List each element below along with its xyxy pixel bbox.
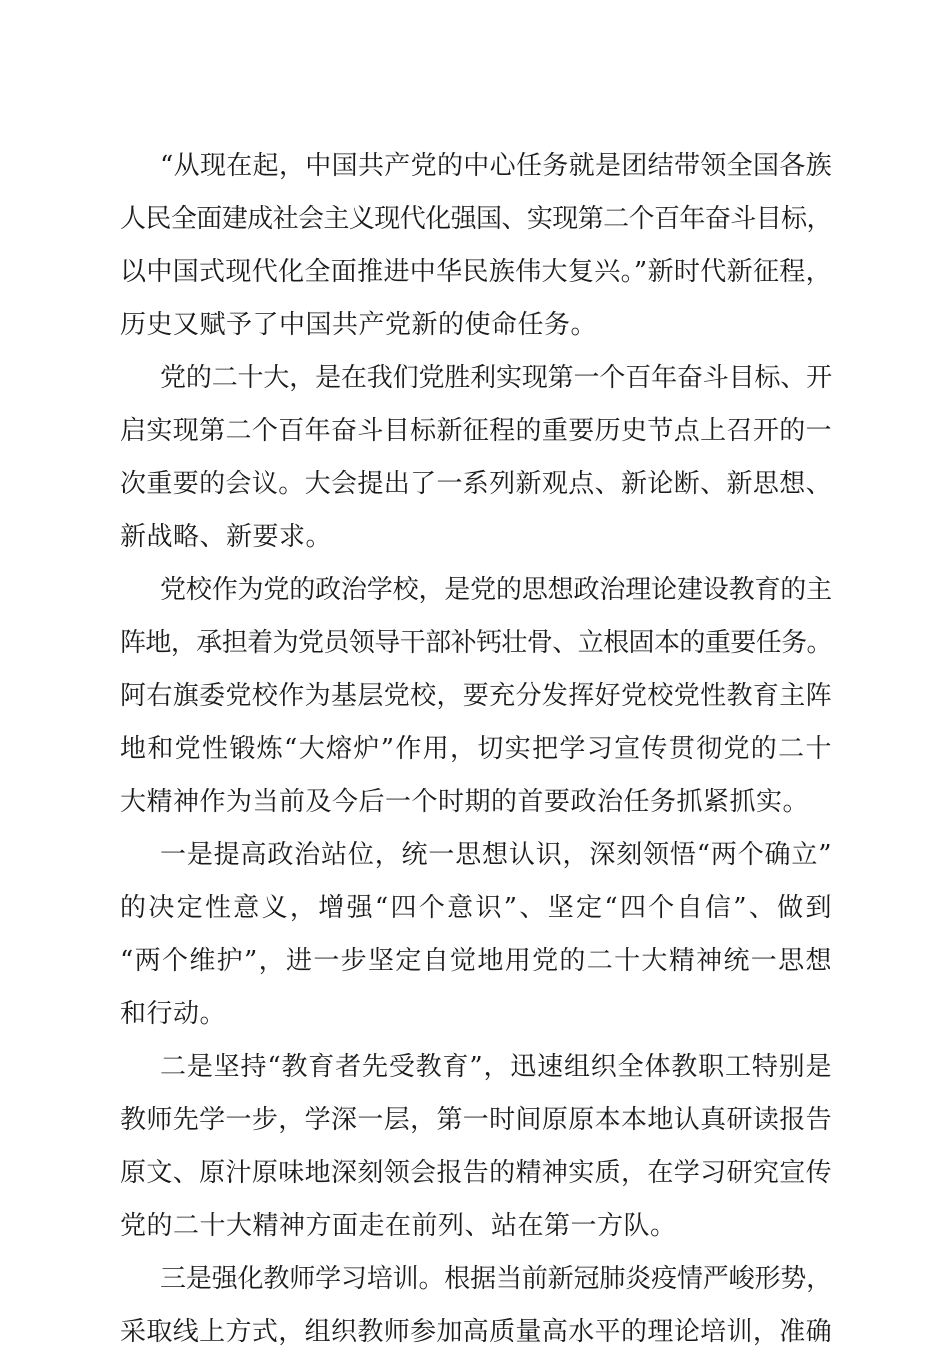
text-line: 党的二十大，是在我们党胜利实现第一个百年奋斗目标、开 (160, 363, 832, 393)
text-line: 采取线上方式，组织教师参加高质量高水平的理论培训，准确 (120, 1317, 832, 1347)
text-line: 一是提高政治站位，统一思想认识，深刻领悟“两个确立” (160, 840, 832, 870)
paragraph-3 (120, 564, 832, 829)
text-line: 教师先学一步，学深一层，第一时间原原本本地认真研读报告 (120, 1105, 832, 1135)
text-line: 党校作为党的政治学校，是党的思想政治理论建设教育的主 (160, 575, 832, 605)
text-line: 以中国式现代化全面推进中华民族伟大复兴。”新时代新征程， (120, 257, 832, 287)
paragraph-4 (120, 829, 832, 1041)
text-line: 次重要的会议。大会提出了一系列新观点、新论断、新思想、 (120, 469, 832, 499)
text-line: “从现在起，中国共产党的中心任务就是团结带领全国各族 (160, 151, 832, 181)
text-line: 党的二十大精神方面走在前列、站在第一方队。 (120, 1211, 677, 1241)
text-line: 人民全面建成社会主义现代化强国、实现第二个百年奋斗目标， (120, 204, 832, 234)
text-line: 阿右旗委党校作为基层党校，要充分发挥好党校党性教育主阵 (120, 681, 832, 711)
text-line: 新战略、新要求。 (120, 522, 333, 552)
text-line: 原文、原汁原味地深刻领会报告的精神实质，在学习研究宣传 (120, 1158, 832, 1188)
text-line: 三是强化教师学习培训。根据当前新冠肺炎疫情严峻形势， (160, 1264, 832, 1294)
paragraph-6 (120, 1253, 832, 1359)
text-line: 阵地，承担着为党员领导干部补钙壮骨、立根固本的重要任务。 (120, 628, 832, 658)
text-line: 启实现第二个百年奋斗目标新征程的重要历史节点上召开的一 (120, 416, 832, 446)
text-line: 的决定性意义，增强“四个意识”、坚定“四个自信”、做到 (120, 893, 832, 923)
document-body (120, 140, 832, 1359)
paragraph-2 (120, 352, 832, 564)
text-line: 大精神作为当前及今后一个时期的首要政治任务抓紧抓实。 (120, 787, 810, 817)
text-line: 二是坚持“教育者先受教育”，迅速组织全体教职工特别是 (160, 1052, 832, 1082)
paragraph-5 (120, 1041, 832, 1253)
paragraph-1 (120, 140, 832, 352)
text-line: 历史又赋予了中国共产党新的使命任务。 (120, 310, 598, 340)
text-line: 和行动。 (120, 999, 227, 1029)
text-line: “两个维护”，进一步坚定自觉地用党的二十大精神统一思想 (120, 946, 832, 976)
text-line: 地和党性锻炼“大熔炉”作用，切实把学习宣传贯彻党的二十 (120, 734, 832, 764)
